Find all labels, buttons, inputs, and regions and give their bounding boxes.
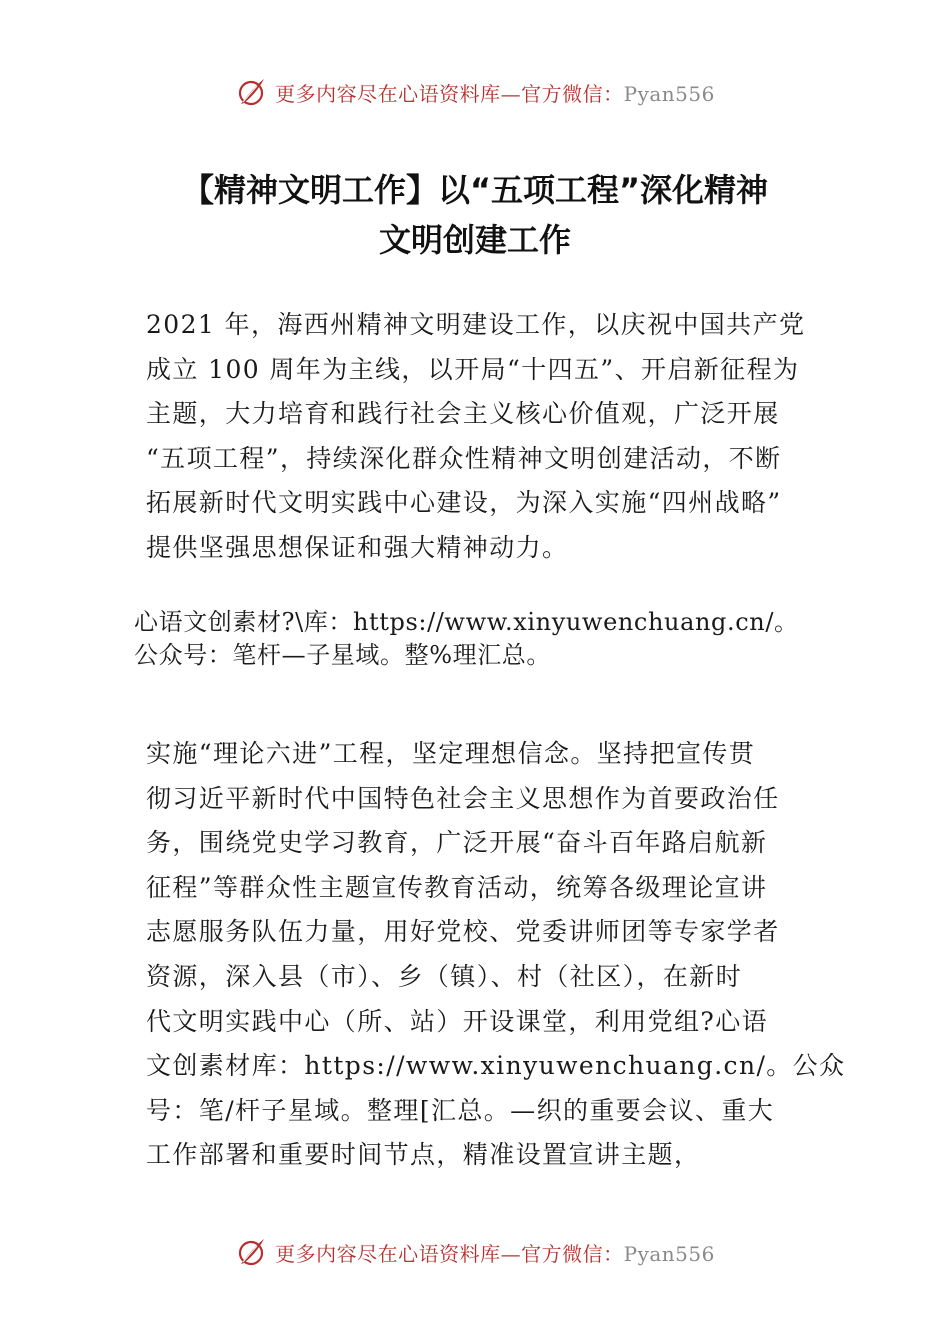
- paragraph-line: 实施“理论六进”工程，坚定理想信念。坚持把宣传贯: [146, 739, 756, 768]
- paragraph-line: 成立 100 周年为主线，以开局“十四五”、开启新征程为: [146, 354, 800, 384]
- footer-banner-label: 更多内容尽在心语资料库—官方微信：: [275, 1241, 624, 1266]
- paragraph-line: 代文明实践中心（所、站）开设课堂，利用党组?心语: [146, 1006, 769, 1036]
- paragraph-line: 资源，深入县（市）、乡（镇）、村（社区），在新时: [146, 961, 743, 991]
- paragraph-line: 务，围绕党史学习教育，广泛开展“奋斗百年路启航新: [146, 828, 768, 858]
- paragraph-line: 拓展新时代文明实践中心建设，为深入实施“四州战略”: [146, 488, 782, 518]
- paragraph-line: 2021 年，海西州精神文明建设工作，以庆祝中国共产党: [146, 310, 806, 339]
- paragraph-line: 志愿服务队伍力量，用好党校、党委讲师团等专家学者: [146, 917, 780, 947]
- paragraph-line: “五项工程”，持续深化群众性精神文明创建活动，不断: [146, 443, 782, 473]
- header-wechat-id: Pyan556: [623, 81, 715, 106]
- footer-banner-text: [275, 1238, 715, 1267]
- paragraph-line: 主题，大力培育和践行社会主义核心价值观，广泛开展: [146, 399, 780, 429]
- paragraph-line: 号：笔/杆子星域。整理[汇总。—织的重要会议、重大: [146, 1095, 775, 1125]
- paragraph-line: 工作部署和重要时间节点，精准设置宣讲主题，: [146, 1140, 701, 1170]
- source-note: [134, 606, 834, 672]
- paragraph-line: 提供坚强思想保证和强大精神动力。: [146, 532, 569, 562]
- title-line-1: 【精神文明工作】以“五项工程”深化精神: [181, 171, 769, 209]
- paragraph-line: 征程”等群众性主题宣传教育活动，统筹各级理论宣讲: [146, 872, 768, 902]
- title-line-2: 文明创建工作: [378, 221, 571, 259]
- header-banner-label: 更多内容尽在心语资料库—官方微信：: [275, 81, 624, 106]
- feather-pen-logo-icon: [235, 1236, 267, 1268]
- header-banner[interactable]: [0, 72, 950, 112]
- paragraph-line: 文创素材库：https://www.xinyuwenchuang.cn/。公众: [146, 1051, 846, 1081]
- paragraph-intro: [146, 303, 814, 571]
- footer-wechat-id: Pyan556: [623, 1241, 715, 1266]
- source-note-line: 心语文创素材?\库：https://www.xinyuwenchuang.cn/。: [134, 608, 799, 636]
- footer-banner[interactable]: [0, 1232, 950, 1272]
- header-banner-text: [275, 78, 715, 107]
- source-note-line: 公众号：笔杆—子星域。整%理汇总。: [134, 641, 552, 669]
- paragraph-line: 彻习近平新时代中国特色社会主义思想作为首要政治任: [146, 783, 780, 813]
- feather-pen-logo-icon: [235, 76, 267, 108]
- paragraph-theory: [146, 732, 846, 1178]
- document-title: [120, 165, 830, 265]
